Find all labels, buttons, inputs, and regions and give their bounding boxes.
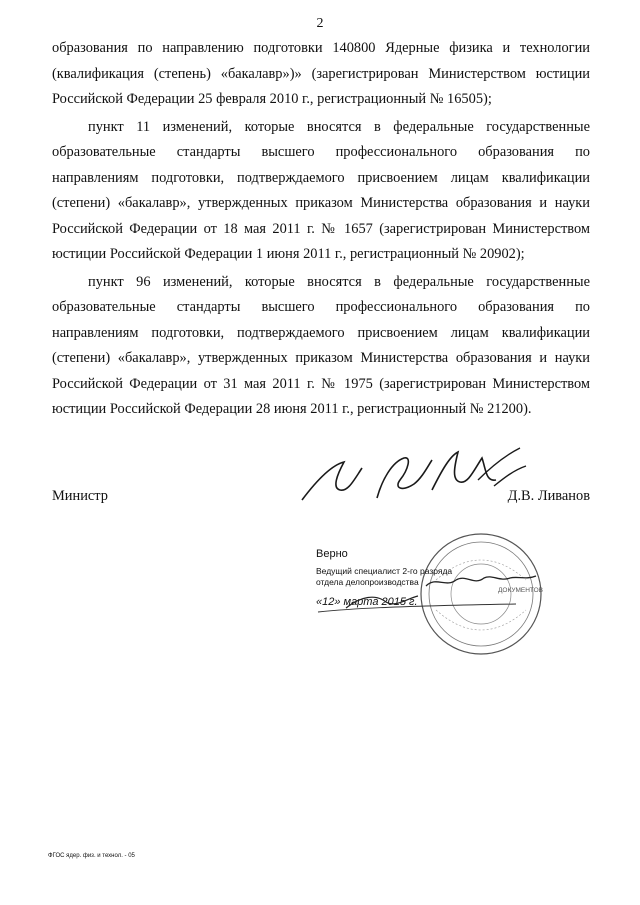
signature-block	[52, 480, 590, 520]
verification-date: «12» марта 2015 г.	[316, 596, 418, 608]
verifier-department: отдела делопроизводства	[316, 577, 419, 587]
verifier-position: Ведущий специалист 2-го разряда	[316, 566, 453, 576]
handwritten-annotation	[316, 568, 546, 618]
paragraph-item-11: пункт 11 изменений, которые вносятся в федеральные государственные образовательные стандарты высшего профессионального образования по направлениям подготовки, подтверждаемого присвоением лицам квалификации (степени) «бакалавр», утвержденных приказом Министерства образования и науки Российской Федерации от 18 мая 2011 г. № 1657 (зарегистрирован Министерством юстиции Российской Федерации 1 июня 2011 г., регистрационный № 20902);	[52, 118, 590, 262]
footer-note: ФГОС ядер. физ. и технол. - 05	[48, 853, 135, 859]
signatory-title: Министр	[52, 488, 108, 504]
document-body	[52, 36, 590, 423]
svg-text:ДОКУМЕНТОВ: ДОКУМЕНТОВ	[498, 587, 543, 594]
handwritten-signature	[282, 440, 532, 512]
verification-title: Верно	[316, 548, 348, 560]
signatory-name: Д.В. Ливанов	[507, 488, 590, 504]
page-number: 2	[316, 16, 324, 31]
paragraph-item-96: пункт 96 изменений, которые вносятся в федеральные государственные образовательные стандарты высшего профессионального образования по направлениям подготовки, подтверждаемого присвоением лицам квалификации (степени) «бакалавр», утвержденных приказом Министерства образования и науки Российской Федерации от 31 мая 2011 г. № 1975 (зарегистрирован Министерством юстиции Российской Федерации 28 июня 2011 г., регистрационный № 21200).	[52, 273, 590, 417]
paragraph-continuation: образования по направлению подготовки 140800 Ядерные физика и технологии (квалификация (степень) «бакалавр»)» (зарегистрирован Министерством юстиции Российской Федерации 25 февраля 2010 г., регистрационный № 16505);	[52, 40, 590, 107]
